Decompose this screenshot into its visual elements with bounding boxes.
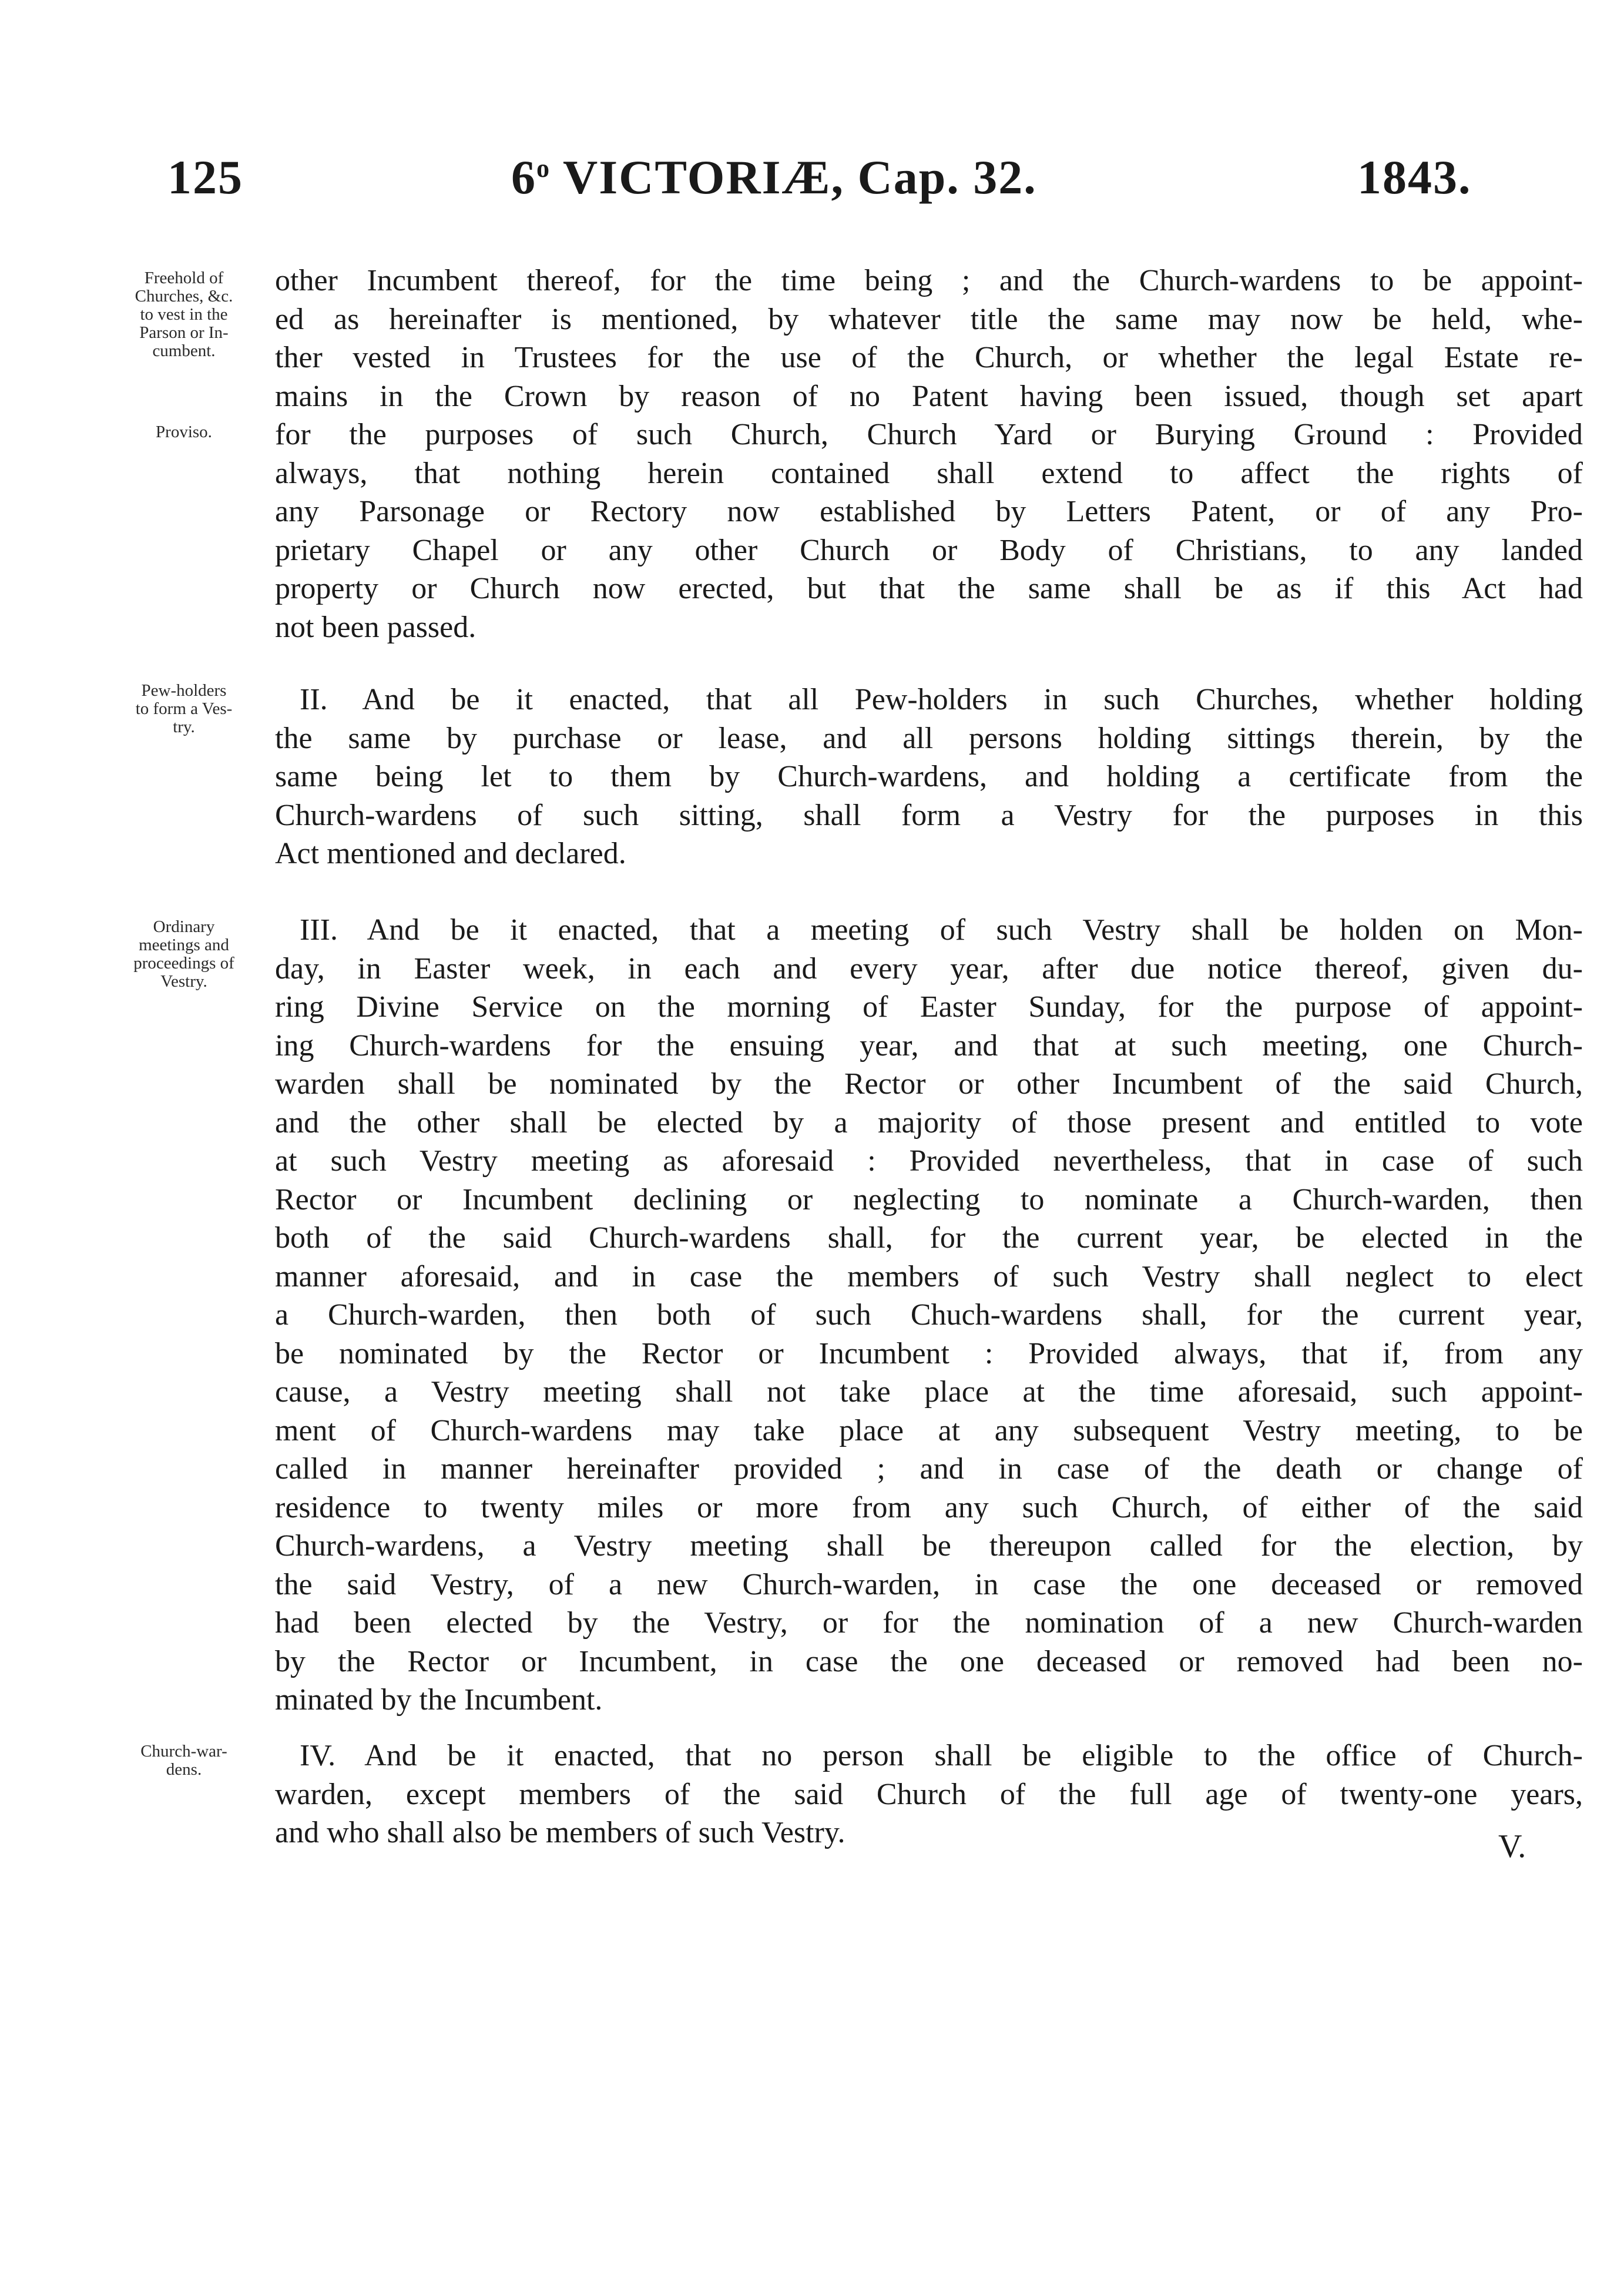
text-line: warden shall be nominated by the Rector or other Incumbent of the said Church, [275, 1067, 1583, 1101]
page-number: 125 [167, 150, 243, 204]
act-title-text: VICTORIÆ, Cap. 32. [551, 150, 1037, 204]
text-line: always, that nothing herein contained shall extend to affect the rights of [275, 456, 1583, 490]
text-line: ment of Church-wardens may take place at any subsequent Vestry meeting, to be [275, 1413, 1583, 1447]
text-line: IV. And be it enacted, that no person shall be eligible to the office of Church- [300, 1739, 1583, 1772]
margin-note-line: Churches, &c. [135, 287, 233, 306]
text-line: and the other shall be elected by a majority of those present and entitled to vote [275, 1105, 1583, 1139]
section-iii [275, 911, 1583, 1720]
text-line: cause, a Vestry meeting shall not take place at the time aforesaid, such appoint- [275, 1375, 1583, 1409]
text-line: residence to twenty miles or more from any such Church, of either of the said [275, 1490, 1583, 1524]
text-line: Act mentioned and declared. [275, 837, 626, 870]
header-year: 1843. [1357, 150, 1472, 204]
margin-note-line: Freehold of [144, 269, 224, 287]
text-line: day, in Easter week, in each and every year, after due notice thereof, given du- [275, 951, 1583, 986]
text-line: mains in the Crown by reason of no Patent having been issued, though set apart [275, 379, 1583, 413]
text-line: property or Church now erected, but that the same shall be as if this Act had [275, 572, 1583, 605]
margin-note-line: Parson or In- [139, 323, 229, 342]
margin-note-freehold [105, 269, 263, 360]
margin-note-line: Proviso. [156, 423, 212, 441]
margin-note-line: Ordinary [153, 917, 215, 936]
act-title [511, 150, 1037, 205]
text-line: other Incumbent thereof, for the time being ; and the Church-wardens to be appoint- [275, 264, 1583, 297]
text-line: a Church-warden, then both of such Chuch-wardens shall, for the current year, [275, 1298, 1583, 1332]
margin-note-line: Vestry. [160, 972, 207, 991]
margin-note-line: dens. [166, 1760, 202, 1779]
text-line: ring Divine Service on the morning of Easter Sunday, for the purpose of appoint- [275, 990, 1583, 1024]
text-line: same being let to them by Church-wardens, and holding a certificate from the [275, 760, 1583, 793]
text-line: and who shall also be members of such Vestry. [275, 1816, 845, 1849]
text-line: Church-wardens, a Vestry meeting shall be thereupon called for the election, by [275, 1529, 1583, 1563]
text-line: not been passed. [275, 610, 477, 644]
text-line: at such Vestry meeting as aforesaid : Provided nevertheless, that in case of such [275, 1144, 1583, 1178]
text-line: warden, except members of the said Church of the full age of twenty-one years, [275, 1777, 1583, 1811]
margin-note-ordinary-meetings [105, 918, 263, 991]
text-line: both of the said Church-wardens shall, for the current year, be elected in the [275, 1221, 1583, 1255]
running-header [0, 150, 1624, 214]
text-line: be nominated by the Rector or Incumbent : Provided always, that if, from any [275, 1336, 1583, 1370]
margin-note-line: try. [173, 718, 195, 736]
text-line: the said Vestry, of a new Church-warden, in case the one deceased or removed [275, 1567, 1583, 1601]
section-ii [275, 681, 1583, 873]
text-line: ed as hereinafter is mentioned, by whatever title the same may now be held, whe- [275, 302, 1583, 336]
margin-note-line: to vest in the [140, 305, 228, 324]
text-line: ther vested in Trustees for the use of the Church, or whether the legal Estate re- [275, 341, 1583, 374]
margin-note-proviso [105, 423, 263, 441]
text-line: ing Church-wardens for the ensuing year, and that at such meeting, one Church- [275, 1028, 1583, 1062]
text-line: any Parsonage or Rectory now established by Letters Patent, or of any Pro- [275, 495, 1583, 528]
margin-note-pewholders [105, 682, 263, 736]
text-line: II. And be it enacted, that all Pew-holders in such Churches, whether holding [300, 683, 1583, 716]
regnal-year-number: 6 [511, 150, 536, 204]
text-line: called in manner hereinafter provided ; and in case of the death or change of [275, 1452, 1583, 1486]
margin-note-line: meetings and [139, 936, 229, 954]
margin-note-line: Pew-holders [141, 681, 227, 700]
margin-note-churchwardens [105, 1742, 263, 1779]
text-line: prietary Chapel or any other Church or Body of Christians, to any landed [275, 533, 1583, 567]
text-line: manner aforesaid, and in case the members of such Vestry shall neglect to elect [275, 1259, 1583, 1293]
text-line: III. And be it enacted, that a meeting of such Vestry shall be holden on Mon- [300, 913, 1583, 947]
margin-note-line: to form a Ves- [135, 699, 233, 718]
paragraph-continuation [275, 262, 1583, 646]
margin-note-line: proceedings of [133, 954, 234, 973]
text-line: Rector or Incumbent declining or neglecting to nominate a Church-warden, then [275, 1182, 1583, 1216]
text-line: minated by the Incumbent. [275, 1683, 603, 1717]
section-iv [275, 1737, 1583, 1852]
margin-note-line: cumbent. [152, 341, 216, 360]
text-line: by the Rector or Incumbent, in case the one deceased or removed had been no- [275, 1644, 1583, 1678]
margin-note-line: Church-war- [140, 1742, 227, 1761]
text-line: had been elected by the Vestry, or for the nomination of a new Church-warden [275, 1606, 1583, 1640]
text-line: the same by purchase or lease, and all persons holding sittings therein, by the [275, 721, 1583, 755]
regnal-year-superscript: o [536, 154, 551, 183]
catchword: V. [1498, 1828, 1526, 1865]
text-line: Church-wardens of such sitting, shall form a Vestry for the purposes in this [275, 798, 1583, 832]
text-line: for the purposes of such Church, Church Yard or Burying Ground : Provided [275, 418, 1583, 451]
